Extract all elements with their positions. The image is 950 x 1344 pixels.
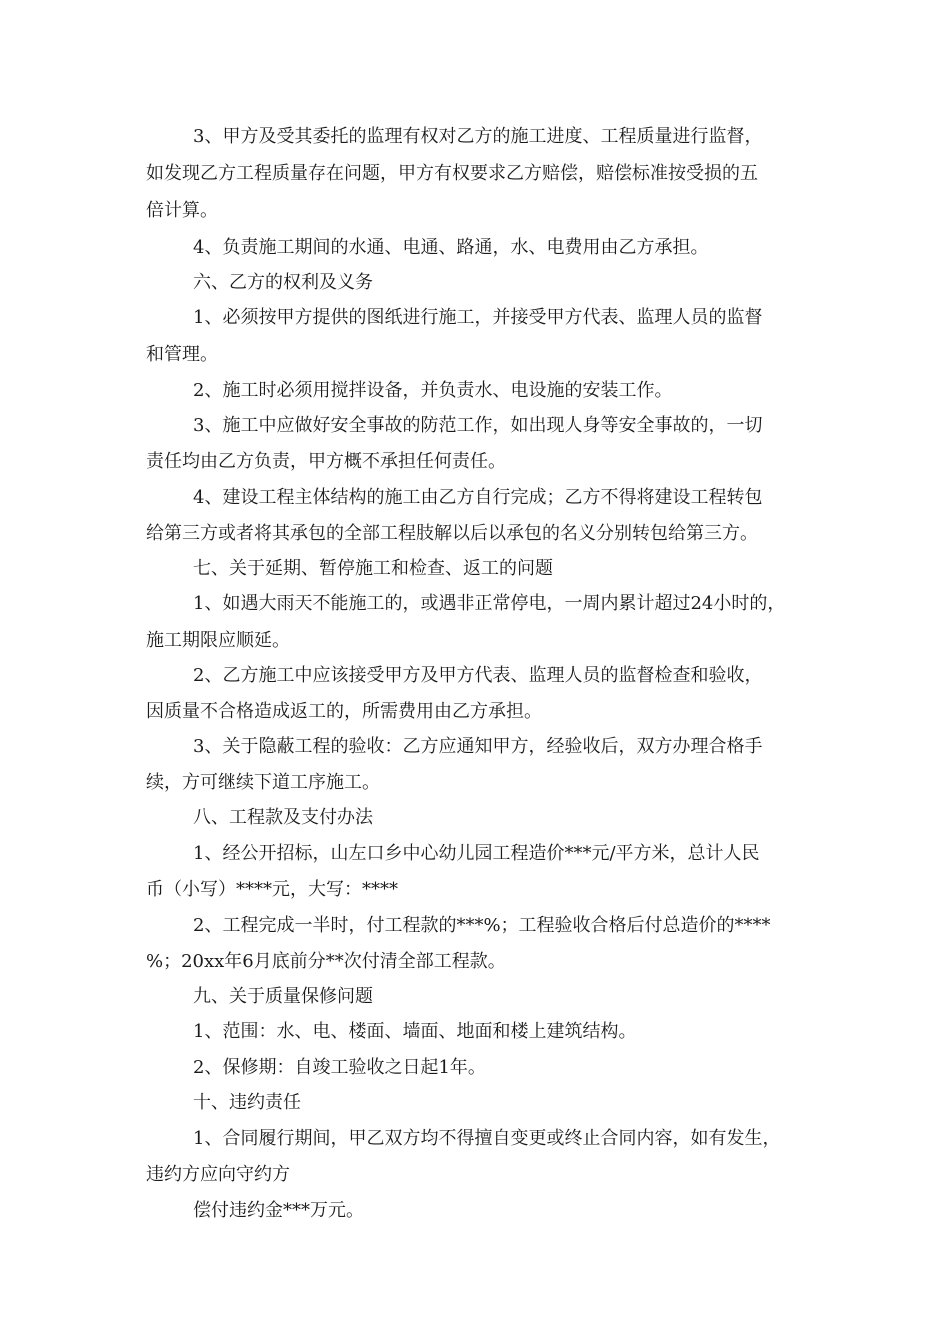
paragraph-line: 续，方可继续下道工序施工。 bbox=[146, 772, 380, 793]
paragraph-line: 1、必须按甲方提供的图纸进行施工，并接受甲方代表、监理人员的监督 bbox=[193, 307, 763, 328]
paragraph-line: 2、乙方施工中应该接受甲方及甲方代表、监理人员的监督检查和验收， bbox=[193, 665, 763, 686]
paragraph-line: 1、合同履行期间，甲乙双方均不得擅自变更或终止合同内容，如有发生， bbox=[193, 1128, 781, 1149]
paragraph-line: 3、施工中应做好安全事故的防范工作，如出现人身等安全事故的，一切 bbox=[193, 415, 763, 436]
paragraph-line: 1、范围：水、电、楼面、墙面、地面和楼上建筑结构。 bbox=[193, 1021, 637, 1042]
paragraph-line: 和管理。 bbox=[146, 344, 218, 365]
paragraph-line: 因质量不合格造成返工的，所需费用由乙方承担。 bbox=[146, 701, 542, 722]
paragraph-line: 倍计算。 bbox=[146, 200, 218, 221]
paragraph-line: 施工期限应顺延。 bbox=[146, 630, 290, 651]
section-heading: 八、工程款及支付办法 bbox=[193, 807, 373, 828]
paragraph-line: 2、施工时必须用搅拌设备，并负责水、电设施的安装工作。 bbox=[193, 380, 673, 401]
paragraph-line: 1、经公开招标，山左口乡中心幼儿园工程造价***元/平方米，总计人民 bbox=[193, 843, 760, 864]
paragraph-line: %；20xx年6月底前分**次付清全部工程款。 bbox=[146, 951, 506, 972]
paragraph-line: 3、关于隐蔽工程的验收：乙方应通知甲方，经验收后，双方办理合格手 bbox=[193, 736, 763, 757]
paragraph-line: 2、工程完成一半时，付工程款的***%；工程验收合格后付总造价的**** bbox=[193, 915, 771, 936]
paragraph-line: 违约方应向守约方 bbox=[146, 1164, 290, 1185]
paragraph-line: 4、负责施工期间的水通、电通、路通，水、电费用由乙方承担。 bbox=[193, 237, 709, 258]
section-heading: 七、关于延期、暂停施工和检查、返工的问题 bbox=[193, 558, 553, 579]
paragraph-line: 1、如遇大雨天不能施工的，或遇非正常停电，一周内累计超过24小时的， bbox=[193, 593, 786, 614]
section-heading: 九、关于质量保修问题 bbox=[193, 986, 373, 1007]
paragraph-line: 币（小写）****元，大写：**** bbox=[146, 879, 398, 900]
paragraph-line: 3、甲方及受其委托的监理有权对乙方的施工进度、工程质量进行监督， bbox=[193, 126, 763, 147]
section-heading: 十、违约责任 bbox=[193, 1092, 301, 1113]
paragraph-line: 给第三方或者将其承包的全部工程肢解以后以承包的名义分别转包给第三方。 bbox=[146, 523, 758, 544]
paragraph-line: 偿付违约金***万元。 bbox=[193, 1200, 364, 1221]
paragraph-line: 如发现乙方工程质量存在问题，甲方有权要求乙方赔偿，赔偿标准按受损的五 bbox=[146, 163, 758, 184]
section-heading: 六、乙方的权利及义务 bbox=[193, 272, 373, 293]
paragraph-line: 2、保修期：自竣工验收之日起1年。 bbox=[193, 1057, 486, 1078]
paragraph-line: 4、建设工程主体结构的施工由乙方自行完成；乙方不得将建设工程转包 bbox=[193, 487, 763, 508]
paragraph-line: 责任均由乙方负责，甲方概不承担任何责任。 bbox=[146, 451, 506, 472]
